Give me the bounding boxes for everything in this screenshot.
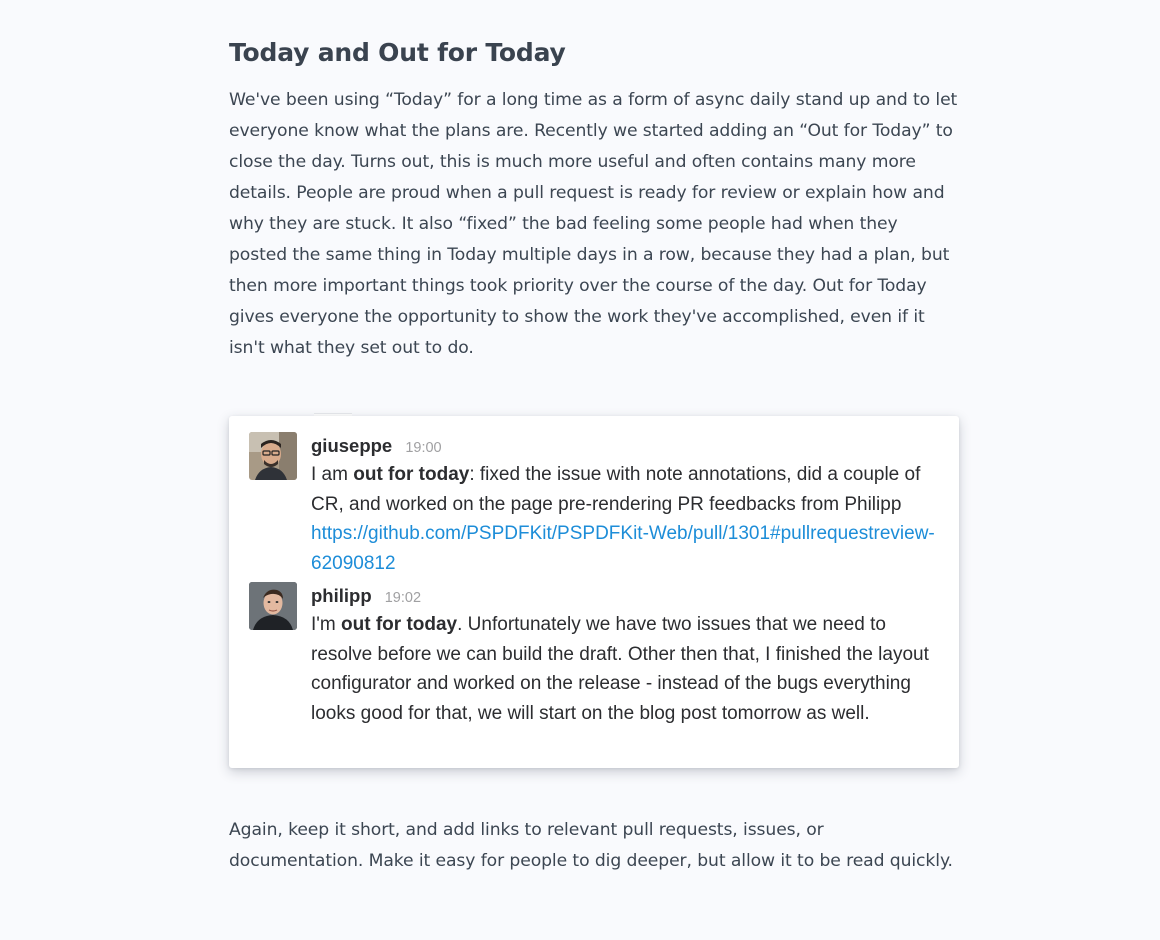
username[interactable]: philipp — [311, 585, 372, 606]
user-avatar-icon — [249, 582, 297, 630]
message-text-part: I'm — [311, 614, 342, 635]
message-text — [311, 610, 951, 728]
chat-screenshot-card — [229, 416, 959, 768]
section-heading: Today and Out for Today — [229, 38, 566, 67]
intro-paragraph: We've been using “Today” for a long time as a form of async daily stand up and to let everyone know what the plans are. Recently we started adding an “Out for Today” to close the day. Turns out, this is much more useful and often contains many more details. People are proud when a pull request is ready for review or explain how and why they are stuck. It also “fixed” the bad feeling some people had when they posted the same thing in Today multiple days in a row, because they had a plan, but then more important things took priority over the course of the day. Out for Today gives everyone the opportunity to show the work they've accomplished, even if it isn't what they set out to do. — [229, 90, 958, 358]
timestamp[interactable]: 19:00 — [405, 440, 442, 456]
message-text-part: I am — [311, 464, 354, 485]
user-avatar-icon — [249, 432, 297, 480]
timestamp[interactable]: 19:02 — [384, 590, 422, 606]
message-text — [311, 460, 951, 578]
message-text-part: : fixed the issue with note annotations, did a couple of CR, and worked on the page pre-rendering PR feedbacks from Philipp — [311, 464, 921, 515]
avatar — [249, 432, 297, 480]
article — [229, 38, 959, 364]
message-body — [311, 582, 951, 728]
message-bold-text: out for today — [353, 464, 470, 485]
closing-paragraph: Again, keep it short, and add links to relevant pull requests, issues, or documentation. Make it easy for people to dig deeper, but allow it to be read quickly. — [229, 820, 953, 871]
pull-request-link[interactable]: https://github.com/PSPDFKit/PSPDFKit-Web/pull/1301#pullrequestreview-62090812 — [311, 523, 935, 574]
message-header — [311, 582, 951, 610]
message-text-part: . Unfortunately we have two issues that we need to resolve before we can build the draft. Other then that, I finished the layout configurator and worked on the release - instead of the bugs everything looks good for that, we will start on the blog post tomorrow as well. — [311, 614, 929, 724]
username[interactable]: giuseppe — [311, 435, 393, 456]
avatar — [249, 582, 297, 630]
message-body — [311, 432, 951, 578]
message-bold-text: out for today — [341, 614, 458, 635]
message-header — [311, 432, 951, 460]
